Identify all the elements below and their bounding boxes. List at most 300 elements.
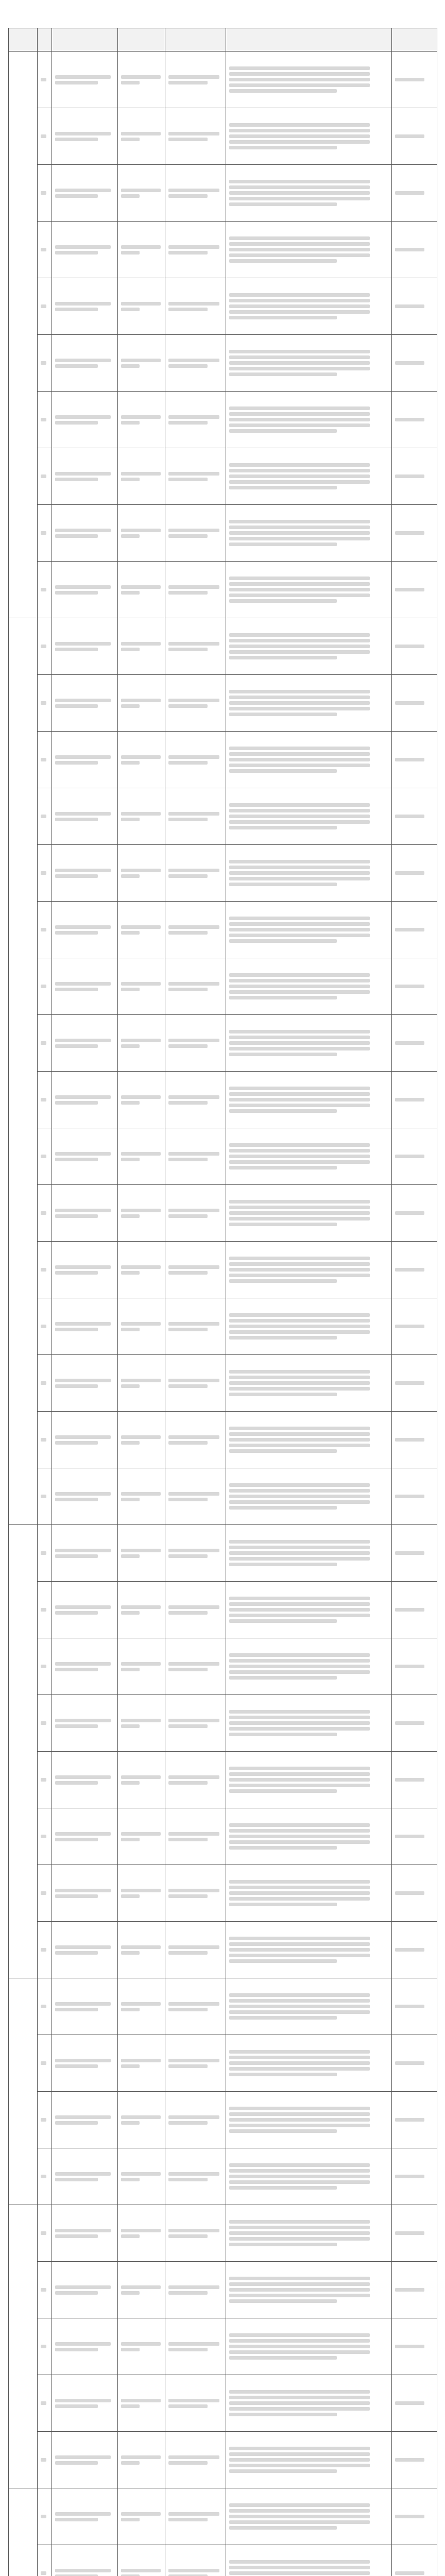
text-line-placeholder [229, 2464, 370, 2467]
text-line-placeholder [168, 2115, 219, 2119]
table-row [9, 2432, 437, 2488]
text-line-placeholder [168, 194, 208, 198]
table-row [9, 958, 437, 1015]
text-line-placeholder [168, 2348, 208, 2351]
text-line-placeholder [55, 1498, 98, 1501]
text-line-placeholder [121, 704, 140, 708]
text-line-placeholder [121, 302, 161, 306]
text-line-placeholder [121, 1265, 161, 1269]
text-line-placeholder [55, 2569, 111, 2572]
row-number-cell [38, 1468, 52, 1525]
organizer-cell [392, 1582, 437, 1638]
text-line-placeholder [229, 582, 370, 586]
text-line-placeholder [55, 1668, 98, 1671]
table-row [9, 2318, 437, 2375]
text-line-placeholder [395, 1098, 424, 1101]
text-line-placeholder [121, 1605, 161, 1609]
text-line-placeholder [229, 2407, 370, 2411]
text-line-placeholder [229, 1268, 370, 1272]
activity-description-cell [226, 222, 392, 278]
text-line-placeholder [229, 1602, 370, 1606]
text-line-placeholder [395, 815, 424, 818]
activity-description-cell [226, 562, 392, 618]
table-row [9, 278, 437, 335]
table-row [9, 1468, 437, 1525]
text-line-placeholder [121, 1889, 161, 1892]
text-line-placeholder [395, 1835, 424, 1838]
text-line-placeholder [395, 985, 424, 988]
activity-name-cell [52, 505, 118, 562]
text-line-placeholder [395, 871, 424, 875]
table-row [9, 618, 437, 675]
table-row [9, 2148, 437, 2205]
activity-time-cell [118, 278, 165, 335]
text-line-placeholder [168, 585, 219, 589]
text-line-placeholder [168, 251, 208, 255]
table-row [9, 1752, 437, 1808]
activity-place-cell [165, 902, 226, 958]
activity-place-cell [165, 1865, 226, 1922]
organizer-cell [392, 2205, 437, 2262]
category-cell [9, 1978, 38, 2205]
activity-time-cell [118, 958, 165, 1015]
activity-time-cell [118, 902, 165, 958]
activity-place-cell [165, 562, 226, 618]
text-line-placeholder [121, 925, 161, 929]
text-line-placeholder [229, 707, 370, 710]
activity-description-cell [226, 1978, 392, 2035]
text-line-placeholder [168, 2008, 208, 2011]
text-line-placeholder [41, 2571, 46, 2575]
activity-place-cell [165, 52, 226, 108]
activity-description-cell [226, 1412, 392, 1468]
text-line-placeholder [229, 1823, 370, 1827]
text-line-placeholder [395, 2061, 424, 2065]
text-line-placeholder [55, 1611, 98, 1615]
text-line-placeholder [55, 704, 98, 708]
activity-name-cell [52, 788, 118, 845]
activity-place-cell [165, 278, 226, 335]
text-line-placeholder [168, 2342, 219, 2346]
text-line-placeholder [229, 1444, 370, 1447]
text-line-placeholder [168, 1549, 219, 1552]
text-line-placeholder [395, 1438, 424, 1442]
text-line-placeholder [229, 1104, 370, 1107]
text-line-placeholder [168, 1158, 208, 1161]
activity-name-cell [52, 2148, 118, 2205]
row-number-cell [38, 2262, 52, 2318]
text-line-placeholder [229, 2073, 337, 2076]
text-line-placeholder [395, 2515, 424, 2518]
text-line-placeholder [55, 1889, 111, 1892]
activity-place-cell [165, 1808, 226, 1865]
row-number-cell [38, 1072, 52, 1128]
row-number-cell [38, 618, 52, 675]
activity-time-cell [118, 165, 165, 222]
text-line-placeholder [55, 591, 98, 595]
text-line-placeholder [395, 2571, 424, 2575]
activity-time-cell [118, 2205, 165, 2262]
text-line-placeholder [121, 591, 140, 595]
activity-time-cell [118, 1355, 165, 1412]
row-number-cell [38, 732, 52, 788]
text-line-placeholder [55, 2121, 98, 2125]
text-line-placeholder [168, 988, 208, 991]
row-number-cell [38, 2488, 52, 2545]
table-row [9, 108, 437, 165]
text-line-placeholder [229, 1370, 370, 1374]
activity-time-cell [118, 1865, 165, 1922]
text-line-placeholder [229, 463, 370, 467]
text-line-placeholder [121, 359, 161, 362]
text-line-placeholder [168, 2121, 208, 2125]
text-line-placeholder [55, 1328, 98, 1331]
text-line-placeholder [229, 2503, 370, 2507]
activity-time-cell [118, 788, 165, 845]
text-line-placeholder [121, 988, 140, 991]
text-line-placeholder [121, 138, 140, 141]
text-line-placeholder [121, 874, 140, 878]
text-line-placeholder [229, 1098, 370, 1101]
text-line-placeholder [41, 2061, 46, 2065]
text-line-placeholder [168, 642, 219, 646]
row-number-cell [38, 2035, 52, 2092]
activity-name-cell [52, 2488, 118, 2545]
text-line-placeholder [229, 1829, 370, 1833]
organizer-cell [392, 1072, 437, 1128]
document-sheet [8, 5, 437, 2576]
text-line-placeholder [395, 1891, 424, 1895]
activity-place-cell [165, 1695, 226, 1752]
text-line-placeholder [55, 364, 98, 368]
text-line-placeholder [168, 704, 208, 708]
text-line-placeholder [395, 1381, 424, 1385]
text-line-placeholder [229, 1710, 370, 1714]
activity-time-cell [118, 1412, 165, 1468]
table-row [9, 845, 437, 902]
text-line-placeholder [55, 648, 98, 651]
row-number-cell [38, 562, 52, 618]
text-line-placeholder [168, 2234, 208, 2238]
table-body [9, 52, 437, 2576]
text-line-placeholder [229, 1432, 370, 1436]
row-number-cell [38, 1752, 52, 1808]
organizer-cell [392, 1922, 437, 1978]
text-line-placeholder [41, 1268, 46, 1272]
activity-place-cell [165, 222, 226, 278]
activity-place-cell [165, 1412, 226, 1468]
organizer-cell [392, 1808, 437, 1865]
text-line-placeholder [395, 2005, 424, 2008]
activity-description-cell [226, 2545, 392, 2576]
text-line-placeholder [229, 83, 370, 87]
text-line-placeholder [55, 1271, 98, 1275]
text-line-placeholder [229, 1262, 370, 1266]
text-line-placeholder [229, 633, 370, 637]
text-line-placeholder [121, 2348, 140, 2351]
text-line-placeholder [41, 78, 46, 81]
activity-time-cell [118, 108, 165, 165]
activity-name-cell [52, 448, 118, 505]
text-line-placeholder [395, 2401, 424, 2405]
row-number-cell [38, 1695, 52, 1752]
text-line-placeholder [121, 1158, 140, 1161]
text-line-placeholder [55, 1101, 98, 1105]
organizer-cell [392, 732, 437, 788]
text-line-placeholder [55, 1265, 111, 1269]
text-line-placeholder [121, 2404, 140, 2408]
row-number-cell [38, 1582, 52, 1638]
table-row [9, 1582, 437, 1638]
text-line-placeholder [41, 1665, 46, 1668]
table-row [9, 1128, 437, 1185]
text-line-placeholder [121, 1492, 161, 1496]
text-line-placeholder [121, 2121, 140, 2125]
text-line-placeholder [121, 415, 161, 419]
text-line-placeholder [168, 534, 208, 538]
text-line-placeholder [121, 1214, 140, 1218]
text-line-placeholder [229, 1903, 337, 1906]
text-line-placeholder [168, 925, 219, 929]
table-row [9, 448, 437, 505]
text-line-placeholder [121, 364, 140, 368]
text-line-placeholder [229, 2124, 370, 2127]
text-line-placeholder [229, 350, 370, 353]
text-line-placeholder [55, 1379, 111, 1382]
text-line-placeholder [168, 1214, 208, 1218]
text-line-placeholder [229, 2339, 370, 2343]
text-line-placeholder [229, 690, 370, 693]
text-line-placeholder [121, 1719, 161, 1722]
activity-place-cell [165, 1185, 226, 1242]
activity-time-cell [118, 2375, 165, 2432]
organizer-cell [392, 1128, 437, 1185]
activity-description-cell [226, 278, 392, 335]
category-cell [9, 2488, 38, 2576]
text-line-placeholder [229, 1999, 370, 2003]
text-line-placeholder [229, 2175, 370, 2178]
table-row [9, 1412, 437, 1468]
text-line-placeholder [229, 2010, 370, 2014]
text-line-placeholder [229, 1942, 370, 1946]
activity-time-cell [118, 1242, 165, 1298]
text-line-placeholder [168, 359, 219, 362]
text-line-placeholder [229, 1053, 337, 1056]
text-line-placeholder [229, 1223, 337, 1226]
text-line-placeholder [55, 132, 111, 135]
text-line-placeholder [229, 2186, 337, 2190]
text-line-placeholder [395, 1268, 424, 1272]
text-line-placeholder [229, 2277, 370, 2280]
activity-name-cell [52, 902, 118, 958]
organizer-cell [392, 562, 437, 618]
activity-description-cell [226, 2262, 392, 2318]
text-line-placeholder [229, 1041, 370, 1045]
text-line-placeholder [229, 2220, 370, 2224]
text-line-placeholder [395, 191, 424, 195]
text-line-placeholder [55, 1775, 111, 1779]
text-line-placeholder [229, 985, 370, 988]
text-line-placeholder [229, 2112, 370, 2116]
activity-description-cell [226, 1468, 392, 1525]
activity-time-cell [118, 2262, 165, 2318]
text-line-placeholder [168, 1044, 208, 1048]
text-line-placeholder [229, 2345, 370, 2348]
text-line-placeholder [168, 1662, 219, 1666]
text-line-placeholder [121, 699, 161, 702]
activity-place-cell [165, 1752, 226, 1808]
text-line-placeholder [229, 191, 370, 195]
text-line-placeholder [121, 1441, 140, 1445]
text-line-placeholder [41, 645, 46, 648]
organizer-cell [392, 2488, 437, 2545]
row-number-cell [38, 2545, 52, 2576]
column-header [52, 28, 118, 52]
text-line-placeholder [229, 996, 337, 999]
text-line-placeholder [229, 412, 370, 416]
text-line-placeholder [41, 2175, 46, 2178]
activity-description-cell [226, 1695, 392, 1752]
text-line-placeholder [229, 917, 370, 920]
activity-place-cell [165, 448, 226, 505]
organizer-cell [392, 392, 437, 448]
column-header [118, 28, 165, 52]
text-line-placeholder [229, 1313, 370, 1317]
activity-description-cell [226, 392, 392, 448]
organizer-cell [392, 675, 437, 732]
text-line-placeholder [55, 988, 98, 991]
activity-description-cell [226, 1582, 392, 1638]
text-line-placeholder [229, 361, 370, 365]
organizer-cell [392, 505, 437, 562]
text-line-placeholder [229, 1109, 337, 1113]
text-line-placeholder [395, 1325, 424, 1328]
text-line-placeholder [168, 2285, 219, 2289]
text-line-placeholder [168, 1775, 219, 1779]
text-line-placeholder [41, 758, 46, 761]
table-row [9, 1185, 437, 1242]
text-line-placeholder [55, 534, 98, 538]
text-line-placeholder [121, 251, 140, 255]
activity-place-cell [165, 788, 226, 845]
text-line-placeholder [395, 361, 424, 365]
activity-name-cell [52, 958, 118, 1015]
activity-place-cell [165, 1978, 226, 2035]
text-line-placeholder [229, 1495, 370, 1498]
text-line-placeholder [168, 132, 219, 135]
text-line-placeholder [395, 1721, 424, 1725]
table-row [9, 2205, 437, 2262]
text-line-placeholder [55, 302, 111, 306]
text-line-placeholder [41, 2401, 46, 2405]
activity-time-cell [118, 335, 165, 392]
text-line-placeholder [229, 871, 370, 875]
activity-name-cell [52, 1922, 118, 1978]
activity-description-cell [226, 732, 392, 788]
activity-time-cell [118, 845, 165, 902]
text-line-placeholder [395, 418, 424, 421]
text-line-placeholder [229, 1257, 370, 1260]
text-line-placeholder [55, 2008, 98, 2011]
activity-name-cell [52, 1298, 118, 1355]
row-number-cell [38, 1525, 52, 1582]
text-line-placeholder [395, 78, 424, 81]
text-line-placeholder [121, 472, 161, 476]
text-line-placeholder [229, 2509, 370, 2513]
text-line-placeholder [229, 650, 370, 654]
text-line-placeholder [229, 594, 370, 597]
text-line-placeholder [229, 2067, 370, 2071]
text-line-placeholder [55, 2342, 111, 2346]
text-line-placeholder [229, 1665, 370, 1668]
text-line-placeholder [395, 304, 424, 308]
text-line-placeholder [229, 355, 370, 359]
activity-name-cell [52, 2262, 118, 2318]
text-line-placeholder [41, 304, 46, 308]
text-line-placeholder [168, 982, 219, 986]
text-line-placeholder [168, 1435, 219, 1439]
activity-name-cell [52, 1128, 118, 1185]
text-line-placeholder [229, 2226, 370, 2229]
text-line-placeholder [229, 1166, 337, 1170]
text-line-placeholder [41, 1438, 46, 1442]
text-line-placeholder [121, 421, 140, 425]
text-line-placeholder [121, 2285, 161, 2289]
activity-time-cell [118, 1808, 165, 1865]
organizer-cell [392, 2262, 437, 2318]
text-line-placeholder [121, 1832, 161, 1836]
text-line-placeholder [229, 304, 370, 308]
text-line-placeholder [121, 755, 161, 759]
activity-place-cell [165, 2545, 226, 2576]
text-line-placeholder [55, 1605, 111, 1609]
text-line-placeholder [55, 585, 111, 589]
row-number-cell [38, 1128, 52, 1185]
text-line-placeholder [55, 2399, 111, 2402]
activity-time-cell [118, 1695, 165, 1752]
text-line-placeholder [168, 2569, 219, 2572]
text-line-placeholder [229, 123, 370, 127]
text-line-placeholder [395, 1551, 424, 1555]
organizer-cell [392, 902, 437, 958]
text-line-placeholder [229, 696, 370, 699]
text-line-placeholder [55, 874, 98, 878]
text-line-placeholder [55, 81, 98, 84]
text-line-placeholder [229, 259, 337, 263]
text-line-placeholder [229, 1387, 370, 1391]
text-line-placeholder [229, 1937, 370, 1940]
activity-place-cell [165, 2092, 226, 2148]
activity-name-cell [52, 2205, 118, 2262]
text-line-placeholder [229, 2288, 370, 2292]
text-line-placeholder [41, 2515, 46, 2518]
text-line-placeholder [55, 2574, 98, 2576]
row-number-cell [38, 2375, 52, 2432]
text-line-placeholder [229, 78, 370, 81]
activity-name-cell [52, 2092, 118, 2148]
row-number-cell [38, 278, 52, 335]
text-line-placeholder [55, 75, 111, 79]
activity-time-cell [118, 1978, 165, 2035]
text-line-placeholder [229, 1217, 370, 1221]
activity-time-cell [118, 448, 165, 505]
text-line-placeholder [229, 185, 370, 189]
row-number-cell [38, 1298, 52, 1355]
text-line-placeholder [229, 2469, 337, 2473]
activity-name-cell [52, 2318, 118, 2375]
row-number-cell [38, 675, 52, 732]
text-line-placeholder [168, 2178, 208, 2181]
